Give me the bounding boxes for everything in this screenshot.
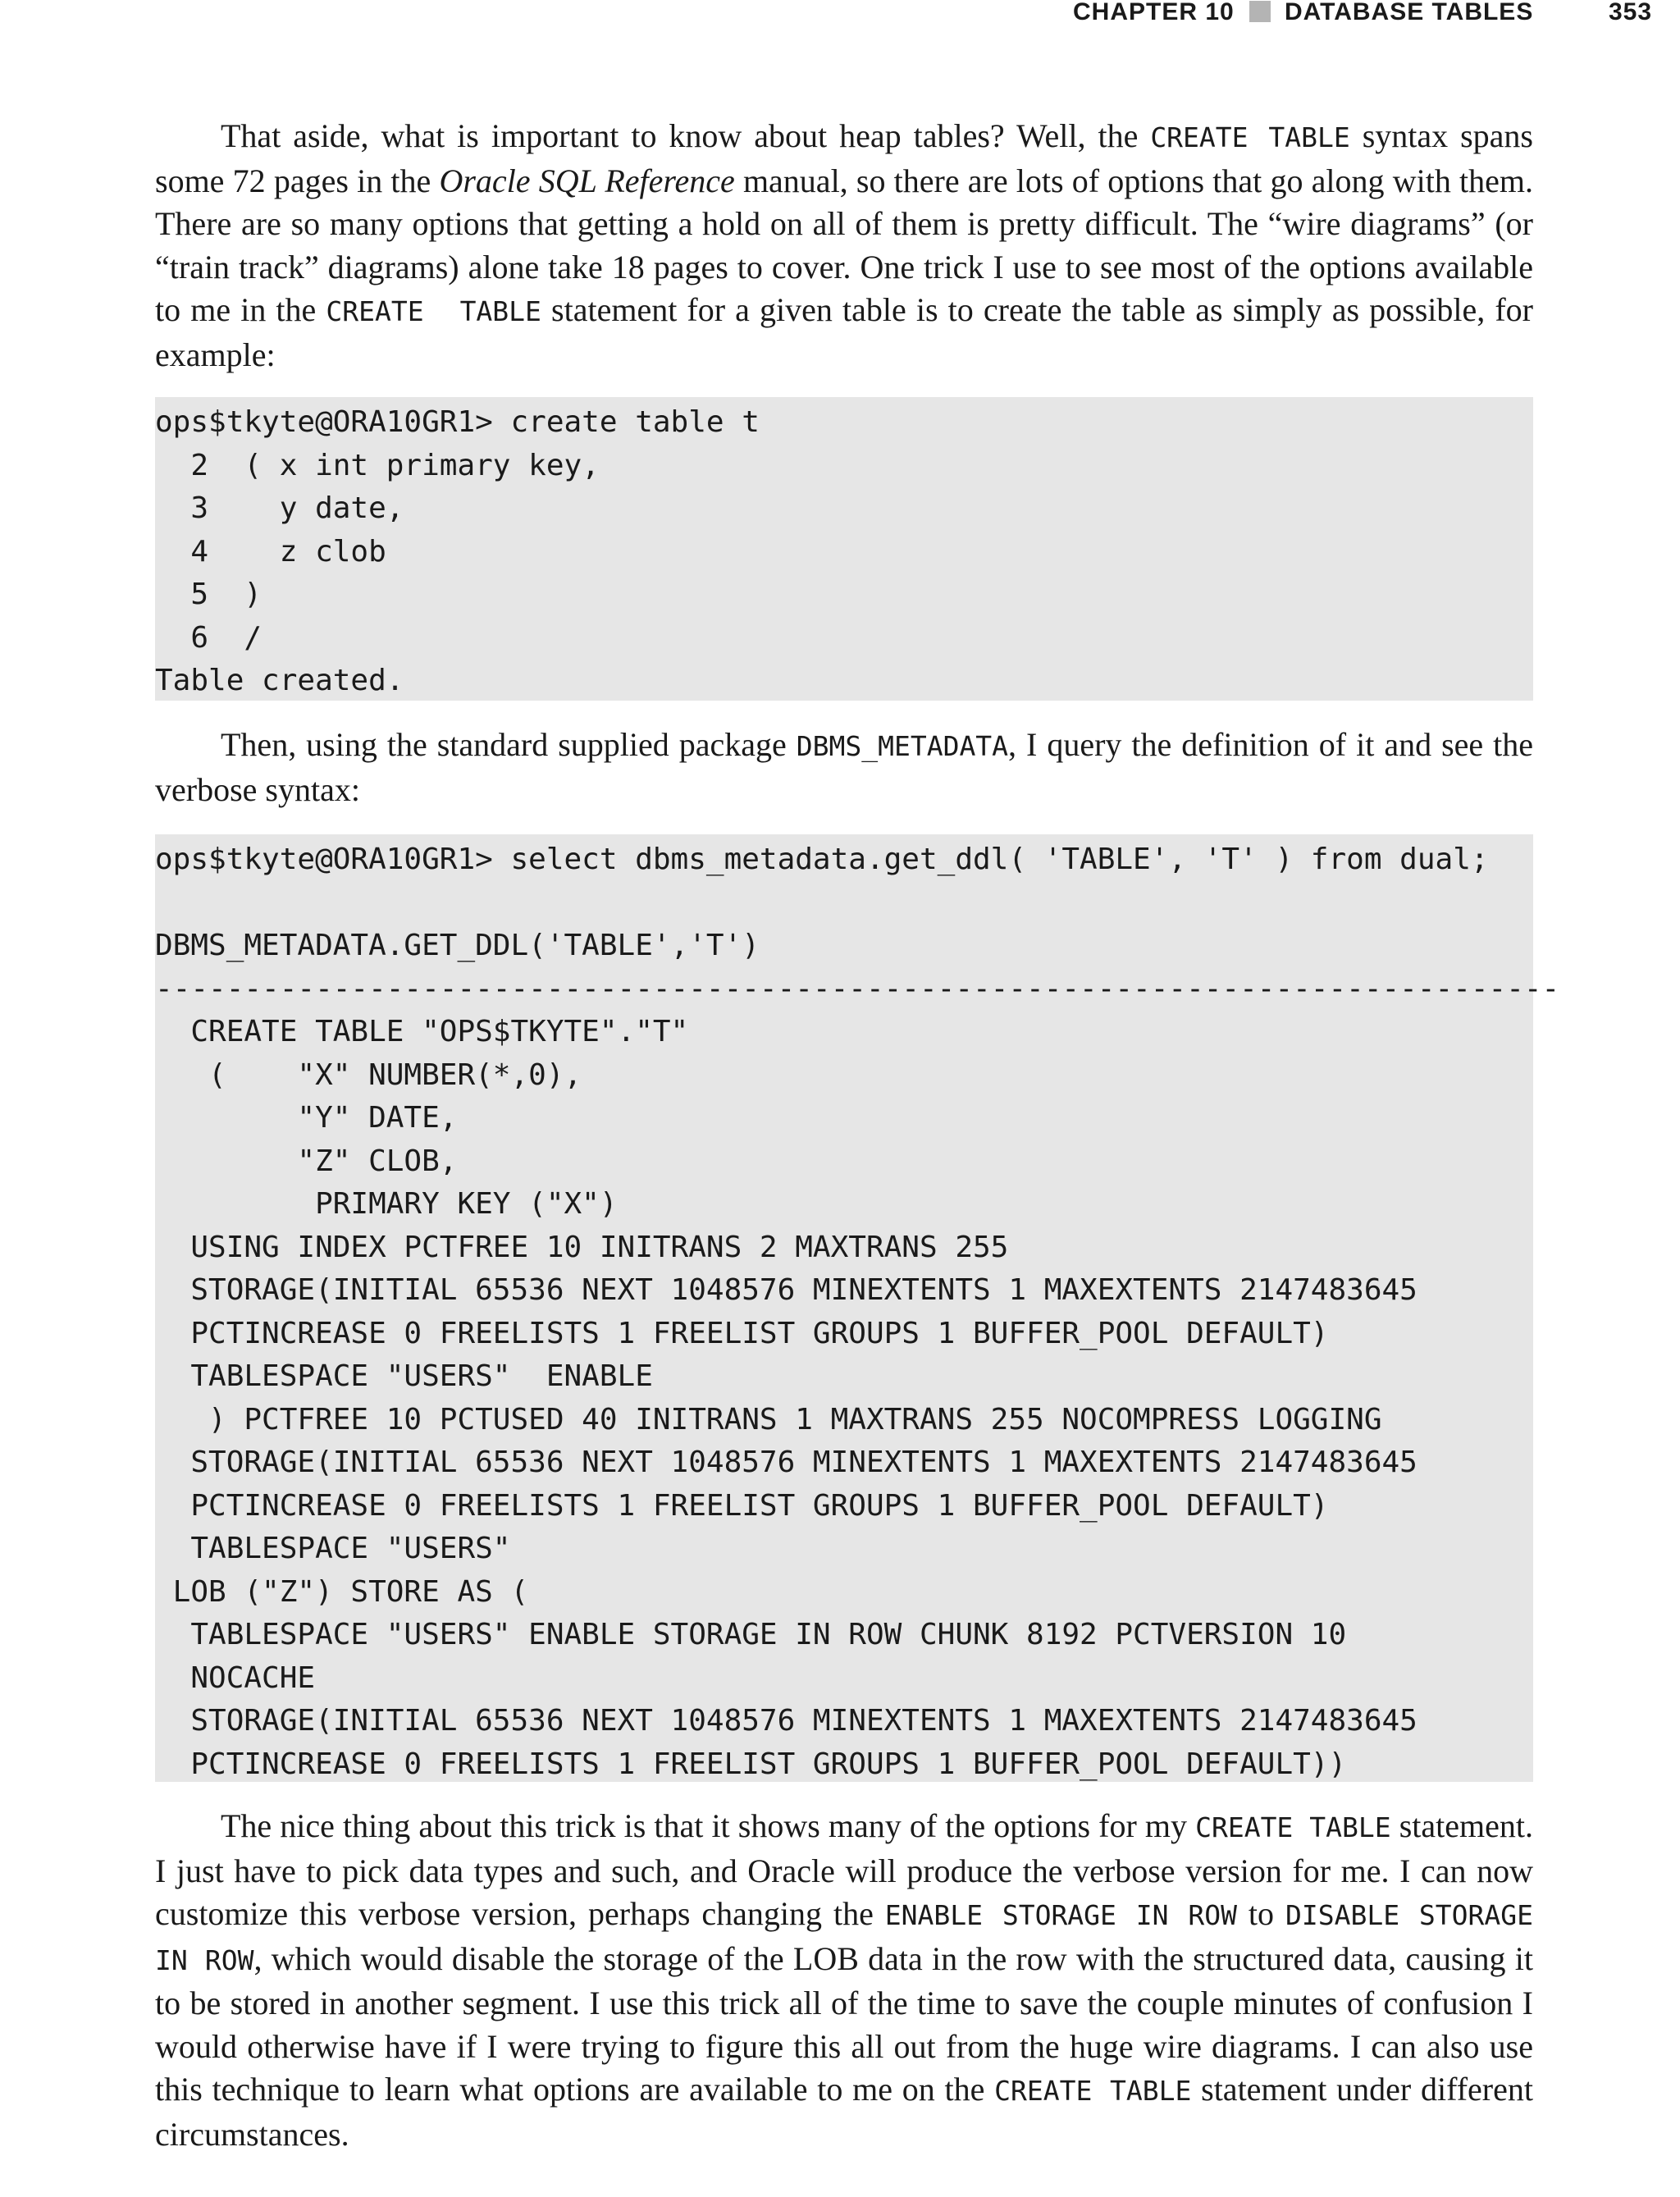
paragraph-nice-trick: [155, 1805, 1533, 2156]
paragraph-text: Then, using the standard supplied package: [221, 726, 797, 763]
paragraph-text: That aside, what is important to know about heap tables? Well, the: [221, 117, 1151, 154]
page-number: 353: [1609, 0, 1653, 25]
code-line: PCTINCREASE 0 FREELISTS 1 FREELIST GROUPS 1 BUFFER_POOL DEFAULT): [155, 1316, 1329, 1350]
chapter-label: CHAPTER 10: [1073, 0, 1235, 25]
inline-code: DISABLE STORAGE IN ROW: [155, 1899, 1533, 1976]
code-line: 6 /: [155, 620, 262, 655]
inline-code: CREATE TABLE: [1195, 1811, 1391, 1843]
code-line: [155, 882, 1533, 925]
code-line: "Z" CLOB,: [155, 1144, 458, 1178]
paragraph-text: , I query the definition of it and see the verbose syntax:: [155, 726, 1534, 808]
paragraph-text: , which would disable the storage of the LOB data in the row with the structured data, causing it to be stored in another segment. I use this trick all of the time to save the couple minutes of confusion I would otherwise have if I were trying to figure this all out from the huge wire diagrams. I can also use this technique to learn what options are available to me on the: [155, 1939, 1533, 2108]
paragraph-text: statement under different circumstances.: [155, 2071, 1533, 2153]
code-line: ( "X" NUMBER(*,0),: [155, 1057, 582, 1092]
code-line: ops$tkyte@ORA10GR1> select dbms_metadata.get_ddl( 'TABLE', 'T' ) from dual;: [155, 843, 1489, 876]
section-title: DATABASE TABLES: [1285, 0, 1534, 25]
code-line: STORAGE(INITIAL 65536 NEXT 1048576 MINEXTENTS 1 MAXEXTENTS 2147483645: [155, 1704, 1418, 1738]
inline-code: ENABLE STORAGE IN ROW: [884, 1899, 1237, 1931]
code-line: PRIMARY KEY ("X"): [155, 1187, 618, 1221]
code-line: "Y" DATE,: [155, 1101, 458, 1135]
code-line: Table created.: [155, 664, 404, 697]
code-line: STORAGE(INITIAL 65536 NEXT 1048576 MINEXTENTS 1 MAXEXTENTS 2147483645: [155, 1446, 1418, 1479]
running-header: [0, 0, 1680, 33]
paragraph-text: manual, so there are lots of options that go along with them. There are so many options that getting a hold on all of them is pretty difficult. The “wire diagrams” (or “train track” diagrams) alone take 18 pages to cover. One trick I use to see most of the options available to me in the: [155, 162, 1533, 328]
code-line: USING INDEX PCTFREE 10 INITRANS 2 MAXTRANS 255: [155, 1230, 1009, 1264]
code-line: DBMS_METADATA.GET_DDL('TABLE','T'): [155, 929, 760, 962]
code-line: STORAGE(INITIAL 65536 NEXT 1048576 MINEXTENTS 1 MAXEXTENTS 2147483645: [155, 1273, 1418, 1307]
code-line: 4 z clob: [155, 534, 386, 569]
paragraph-text: syntax spans some 72 pages in the: [155, 117, 1533, 199]
code-line: 5 ): [155, 578, 262, 611]
code-block-get-ddl-output: [155, 834, 1560, 1782]
code-line: NOCACHE: [155, 1660, 316, 1695]
paragraph-text: statement. I just have to pick data types and such, and Oracle will produce the verbose version for me. I can now customize this verbose version, perhaps changing the: [155, 1807, 1533, 1932]
paragraph-text: statement for a given table is to create the table as simply as possible, for example:: [155, 291, 1534, 373]
paragraph-heap-tables: [155, 115, 1533, 377]
code-line: PCTINCREASE 0 FREELISTS 1 FREELIST GROUPS 1 BUFFER_POOL DEFAULT): [155, 1488, 1329, 1523]
inline-code: CREATE TABLE: [1150, 121, 1350, 153]
code-line: PCTINCREASE 0 FREELISTS 1 FREELIST GROUPS 1 BUFFER_POOL DEFAULT)): [155, 1747, 1347, 1781]
inline-code: CREATE TABLE: [326, 295, 541, 327]
code-line: TABLESPACE "USERS" ENABLE: [155, 1359, 653, 1393]
code-line: 3 y date,: [155, 491, 404, 525]
code-line: TABLESPACE "USERS": [155, 1532, 511, 1565]
code-block-create-table: [155, 397, 1533, 701]
code-line: -------------------------------------------------------------------------------: [155, 971, 1560, 1006]
paragraph-text: to: [1236, 1895, 1285, 1932]
code-line: CREATE TABLE "OPS$TKYTE"."T": [155, 1015, 689, 1048]
code-line: ops$tkyte@ORA10GR1> create table t: [155, 405, 760, 439]
code-line: TABLESPACE "USERS" ENABLE STORAGE IN ROW CHUNK 8192 PCTVERSION 10: [155, 1618, 1347, 1651]
code-line: LOB ("Z") STORE AS (: [155, 1574, 529, 1609]
inline-code: DBMS_METADATA: [796, 730, 1009, 762]
code-line: ) PCTFREE 10 PCTUSED 40 INITRANS 1 MAXTRANS 255 NOCOMPRESS LOGGING: [155, 1402, 1382, 1436]
inline-code: CREATE TABLE: [994, 2075, 1192, 2107]
book-title-emphasis: Oracle SQL Reference: [439, 162, 735, 199]
paragraph-text: The nice thing about this trick is that it shows many of the options for my: [221, 1807, 1196, 1844]
header-separator-square: [1249, 1, 1271, 22]
code-line: 2 ( x int primary key,: [155, 448, 600, 482]
paragraph-dbms-metadata: [155, 724, 1533, 811]
